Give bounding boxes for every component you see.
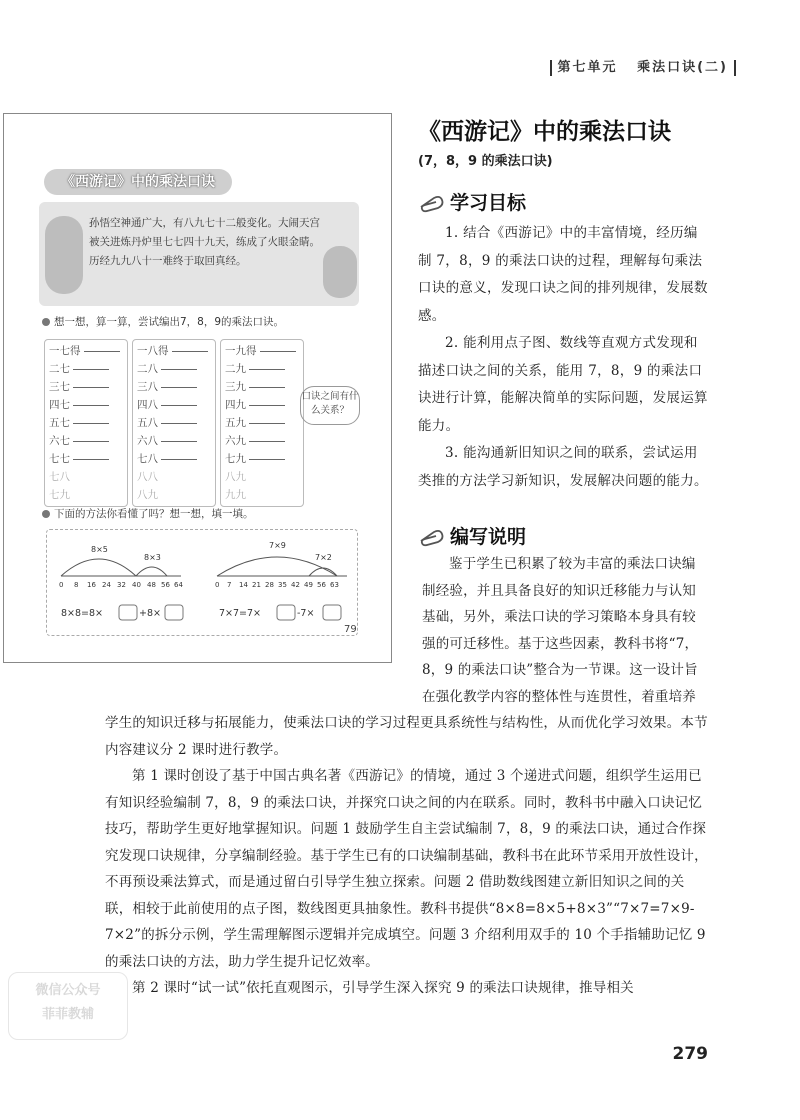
equation-right-part: 7×7=7× xyxy=(219,608,262,619)
rhyme-row: 七八 xyxy=(49,471,70,483)
running-header xyxy=(544,56,742,76)
rhyme-row: 七八 xyxy=(137,450,211,468)
notes-paragraph-2: 第 1 课时创设了基于中国古典名著《西游记》的情境，通过 3 个递进式问题，组织学生运用已有知识经验编制 7，8，9 的乘法口诀，并探究口诀之间的内在联系。同时，教科书中融入口诀记忆技巧，帮助学生更好地掌握知识。问题 1 鼓励学生自主尝试编制 7，8，9 的乘法口诀，通过合作探究发现口诀规律，分享编制经验。基于学生已有的口诀编制基础，教科书在此环节采用开放性设计，不再预设乘法算式，而是通过留白引导学生独立探索。问题 2 借助数线图建立新旧知识之间的关联，相较于此前使用的点子图，数线图更具抽象性。教科书提供“8×8=8×5+8×3”“7×7=7×9-7×2”的拆分示例，学生需理解图示逻辑并完成填空。问题 3 介绍利用双手的 10 个手指辅助记忆 9 的乘法口诀的方法，助力学生提升记忆效率。 xyxy=(105,768,708,970)
rhyme-row: 八八 xyxy=(137,471,158,483)
rhyme-row: 八九 xyxy=(137,489,158,501)
rhyme-row: 四九 xyxy=(225,396,299,414)
rhyme-row: 六七 xyxy=(49,432,123,450)
column-9 xyxy=(220,339,304,507)
tick-label: 16 xyxy=(87,581,96,589)
tick-label: 63 xyxy=(330,581,339,589)
rhyme-row: 三八 xyxy=(137,378,211,396)
monkey-king-illustration xyxy=(45,216,83,294)
tick-label: 28 xyxy=(265,581,274,589)
page-title: 《西游记》中的乘法口诀 xyxy=(418,119,671,145)
header-topic: 乘法口诀(二) xyxy=(637,60,728,75)
rhyme-row: 三九 xyxy=(225,378,299,396)
question-1-text: 想一想，算一算，尝试编出7，8，9的乘法口诀。 xyxy=(54,316,285,328)
answer-blank[interactable] xyxy=(73,387,109,388)
goals-heading xyxy=(418,188,526,215)
answer-blank[interactable] xyxy=(172,351,208,352)
rhyme-row: 五九 xyxy=(225,414,299,432)
answer-blank[interactable] xyxy=(161,459,197,460)
goals-list xyxy=(418,220,708,495)
paperclip-icon xyxy=(418,529,446,547)
tick-label: 14 xyxy=(239,581,248,589)
notes-heading xyxy=(418,522,526,549)
header-unit: 第七单元 xyxy=(557,60,618,75)
rhyme-row: 一七得 xyxy=(49,342,123,360)
tick-label: 0 xyxy=(59,581,64,589)
answer-blank[interactable] xyxy=(73,441,109,442)
rhyme-row: 一八得 xyxy=(137,342,211,360)
answer-blank[interactable] xyxy=(249,369,285,370)
header-divider xyxy=(734,60,736,76)
rhyme-row: 五七 xyxy=(49,414,123,432)
tick-label: 21 xyxy=(252,581,261,589)
arc-label: 7×9 xyxy=(269,541,286,550)
rhyme-row: 九九 xyxy=(225,489,246,501)
watermark xyxy=(8,972,128,1040)
rhyme-row: 五八 xyxy=(137,414,211,432)
watermark-line: 菲菲教辅 xyxy=(41,1007,94,1022)
page-subtitle: (7，8，9 的乘法口诀) xyxy=(418,154,553,169)
tick-label: 40 xyxy=(132,581,141,589)
textbook-page-number: 79 xyxy=(344,624,357,635)
notes-heading-text: 编写说明 xyxy=(450,526,527,548)
tick-label: 0 xyxy=(215,581,220,589)
header-divider xyxy=(550,60,552,76)
column-8 xyxy=(132,339,216,507)
paperclip-icon xyxy=(418,195,446,213)
goal-item: 1. 结合《西游记》中的丰富情境，经历编制 7，8，9 的乘法口诀的过程，理解每句乘法口诀的意义，发现口诀之间的排列规律，发展数感。 xyxy=(418,225,708,324)
equation-left-part: +8× xyxy=(139,608,161,619)
story-panel xyxy=(39,202,359,306)
rhyme-row: 四七 xyxy=(49,396,123,414)
answer-blank[interactable] xyxy=(249,423,285,424)
rhyme-row: 四八 xyxy=(137,396,211,414)
rhyme-row: 六九 xyxy=(225,432,299,450)
rhyme-row: 七九 xyxy=(225,450,299,468)
goal-item: 2. 能利用点子图、数线等直观方式发现和描述口诀之间的关系，能用 7，8，9 的乘法口诀进行计算，能解决简单的实际问题，发展运算能力。 xyxy=(418,335,708,434)
answer-blank[interactable] xyxy=(73,369,109,370)
column-7 xyxy=(44,339,128,507)
arc-label: 8×3 xyxy=(144,553,161,562)
float-spacer xyxy=(105,551,422,684)
answer-blank[interactable] xyxy=(161,405,197,406)
rhyme-row: 一九得 xyxy=(225,342,299,360)
equation-right-part: -7× xyxy=(297,608,315,619)
page-number: 279 xyxy=(672,1044,708,1064)
answer-blank[interactable] xyxy=(73,459,109,460)
answer-blank[interactable] xyxy=(249,459,285,460)
tick-label: 49 xyxy=(304,581,313,589)
tick-label: 32 xyxy=(117,581,126,589)
goals-heading-text: 学习目标 xyxy=(450,192,527,214)
answer-blank[interactable] xyxy=(73,405,109,406)
equation-left-part: 8×8=8× xyxy=(61,608,104,619)
tick-label: 24 xyxy=(102,581,111,589)
tick-label: 8 xyxy=(74,581,79,589)
textbook-lesson-title: 《西游记》中的乘法口诀 xyxy=(44,169,232,195)
bullet-icon xyxy=(42,510,50,518)
rhyme-row: 二八 xyxy=(137,360,211,378)
notes-intro: 鉴于学生已积累了较为丰富的乘法口诀编制经验，并且具备良好的知识迁移能力与认知基础，另外，乘法口诀的学习策略本身具有较强的可迁移性。基于这些因素，教科书将“7，8，9 的乘法口诀”整合为一节课。这一设计旨在强化教学内容的整体性与连贯性，着重培养学生的知识迁移与拓展能力，使乘法口诀的学习过程更具系统性与结构性，从而优化学习效果。本节内容建议分 2 课时进行教学。 xyxy=(105,556,708,758)
tick-label: 7 xyxy=(227,581,232,589)
answer-blank[interactable] xyxy=(260,351,296,352)
answer-blank[interactable] xyxy=(249,405,285,406)
tick-label: 56 xyxy=(161,581,170,589)
tick-label: 48 xyxy=(147,581,156,589)
answer-blank[interactable] xyxy=(161,423,197,424)
tick-label: 42 xyxy=(291,581,300,589)
rhyme-row: 六八 xyxy=(137,432,211,450)
answer-blank[interactable] xyxy=(73,423,109,424)
thought-bubble: 口诀之间有什么关系？ xyxy=(300,386,360,425)
notes-body xyxy=(105,551,708,1002)
rhyme-row: 二九 xyxy=(225,360,299,378)
question-2-text: 下面的方法你看懂了吗？想一想，填一填。 xyxy=(54,508,254,520)
question-2 xyxy=(42,506,254,521)
tick-label: 56 xyxy=(317,581,326,589)
notes-paragraph-3: 第 2 课时“试一试”依托直观图示，引导学生深入探究 9 的乘法口诀规律，推导相关 xyxy=(132,980,634,996)
watermark-line: 微信公众号 xyxy=(35,983,101,998)
tick-label: 64 xyxy=(174,581,183,589)
rhyme-row: 七七 xyxy=(49,450,123,468)
answer-blank[interactable] xyxy=(249,441,285,442)
arc-label: 8×5 xyxy=(91,545,108,554)
bullet-icon xyxy=(42,318,50,326)
story-text: 孙悟空神通广大，有八九七十二般变化。大闹天宫被关进炼丹炉里七七四十九天，练成了火眼金睛。历经九九八十一难终于取回真经。 xyxy=(89,217,320,267)
tick-label: 35 xyxy=(278,581,287,589)
goal-item: 3. 能沟通新旧知识之间的联系，尝试运用类推的方法学习新知识，发展解决问题的能力。 xyxy=(418,445,708,489)
rhyme-row: 八九 xyxy=(225,471,246,483)
rhyme-row: 三七 xyxy=(49,378,123,396)
rhyme-row: 七九 xyxy=(49,489,70,501)
answer-blank[interactable] xyxy=(161,369,197,370)
answer-blank[interactable] xyxy=(161,387,197,388)
arc-label: 7×2 xyxy=(315,553,332,562)
question-1 xyxy=(42,314,284,329)
rhyme-row: 二七 xyxy=(49,360,123,378)
answer-blank[interactable] xyxy=(161,441,197,442)
answer-blank[interactable] xyxy=(84,351,120,352)
answer-blank[interactable] xyxy=(249,387,285,388)
